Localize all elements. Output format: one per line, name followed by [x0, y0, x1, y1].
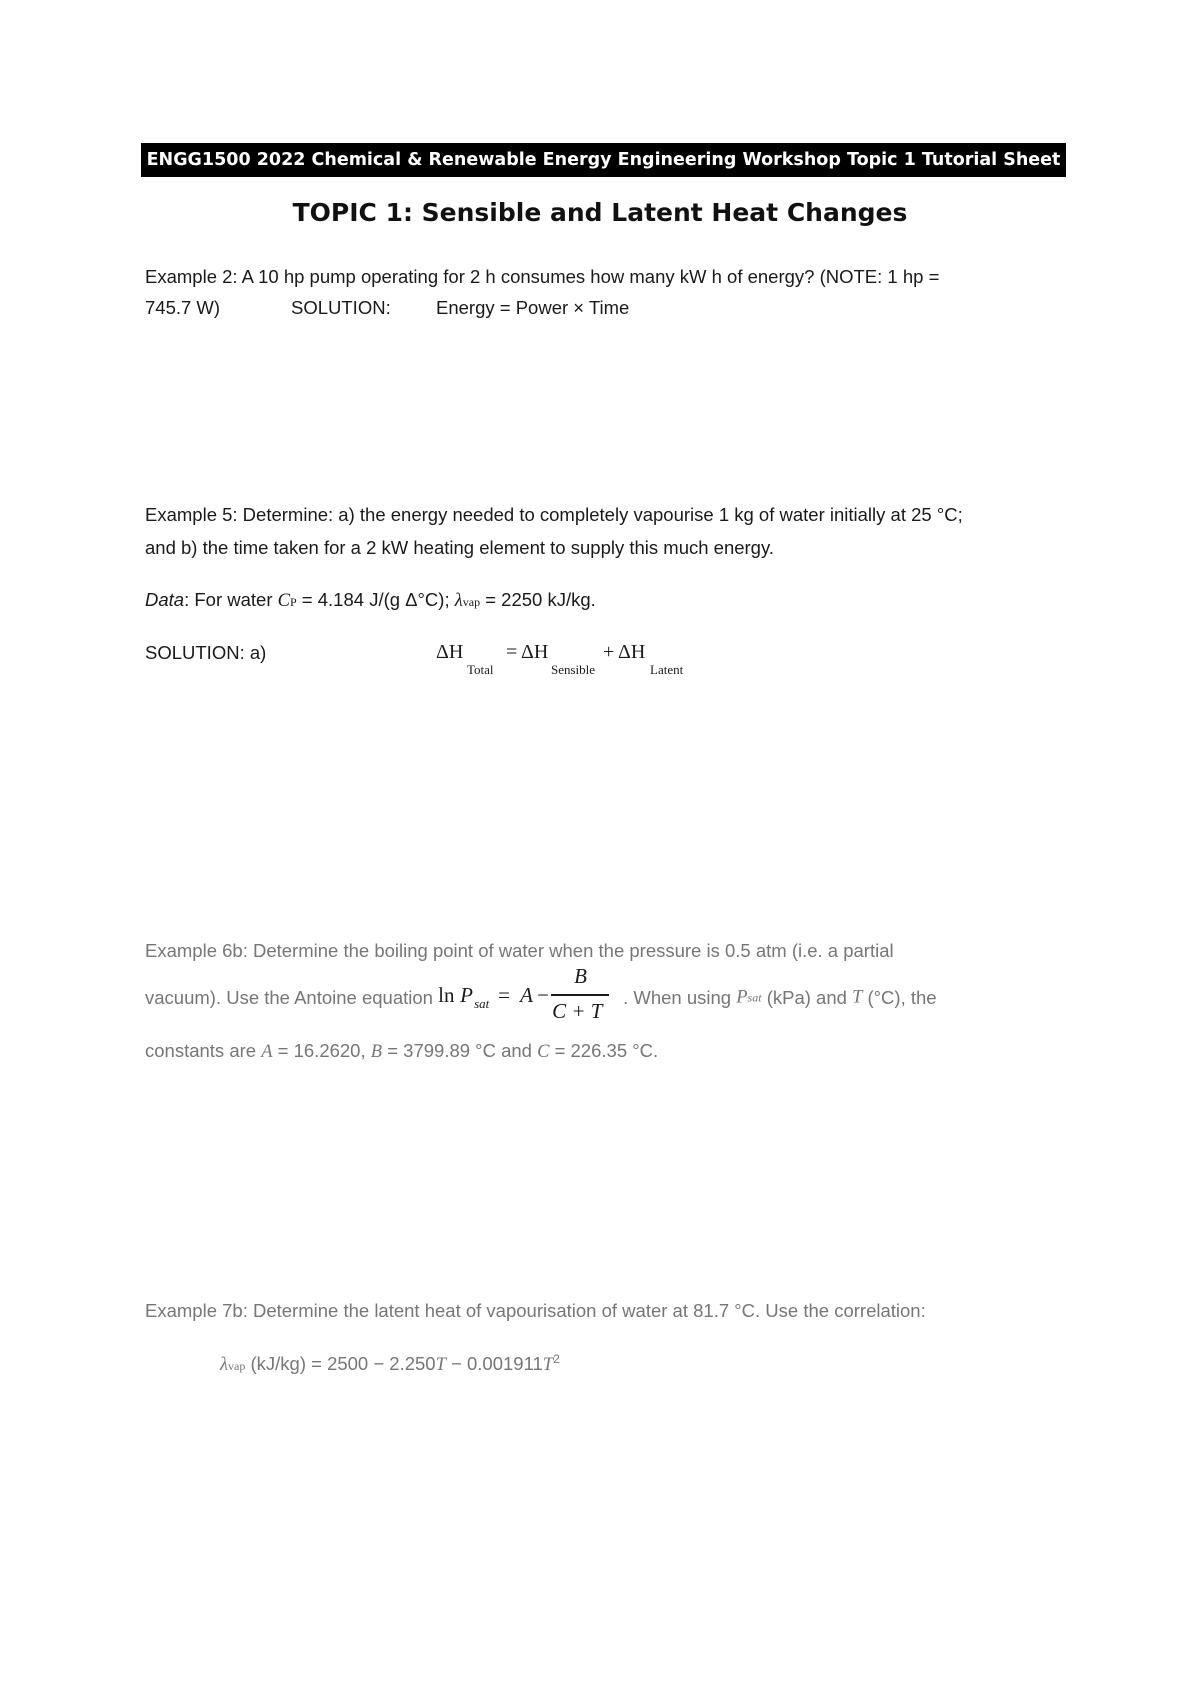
antoine-denominator: C + T — [552, 999, 603, 1023]
example2-label: Example 2 — [145, 266, 233, 287]
b-value: = 3799.89 °C and — [382, 1040, 538, 1061]
eq-equals: = — [506, 641, 518, 663]
c-value: = 226.35 °C. — [549, 1040, 659, 1061]
example6b-line1 — [145, 940, 894, 962]
example6b-line3 — [145, 1040, 658, 1063]
antoine-numerator: B — [574, 964, 587, 988]
lambda-symbol: λ — [454, 591, 463, 611]
example6b-text1: : Determine the boiling point of water when the pressure is 0.5 atm (i.e. a partial — [242, 940, 894, 961]
example2-line1 — [145, 266, 939, 288]
c-symbol: C — [537, 1042, 550, 1062]
cp-symbol: C — [277, 591, 290, 611]
header-bar — [141, 143, 1066, 177]
b-symbol: B — [370, 1042, 383, 1062]
example6b-text2-post3: (°C), the — [862, 987, 937, 1008]
cp-sub: P — [289, 595, 297, 609]
header-bar-text: ENGG1500 2022 Chemical & Renewable Energy Engineering Workshop Topic 1 Tutorial Sheet — [146, 150, 1061, 170]
antoine-p: P — [460, 983, 473, 1007]
antoine-p-sub: sat — [474, 996, 490, 1011]
corr-t1: T — [435, 1355, 446, 1376]
eq-total-sub: Total — [467, 662, 494, 677]
example6b-text2-pre: vacuum). Use the Antoine equation — [145, 987, 433, 1008]
antoine-ln: ln — [438, 983, 455, 1007]
t-symbol: T — [852, 987, 863, 1008]
eq-plus: + — [603, 641, 615, 663]
lambda-sub: vap — [462, 595, 481, 609]
eq-dh-latent: ΔH — [618, 641, 646, 663]
example2-solution-label: SOLUTION: — [291, 297, 391, 318]
page-title: TOPIC 1: Sensible and Latent Heat Changes — [292, 198, 908, 227]
example6b-text2-post2: (kPa) and — [761, 987, 853, 1008]
example2-solution-formula: Energy = Power × Time — [436, 297, 630, 318]
example2-note-value: 745.7 W) — [145, 297, 221, 318]
a-symbol: A — [261, 1042, 273, 1062]
example5-text2: and b) the time taken for a 2 kW heating element to supply this much energy. — [145, 537, 774, 558]
example5-line1 — [145, 504, 963, 526]
psat-symbol: P — [736, 987, 748, 1008]
example2-text: : A 10 hp pump operating for 2 h consumes how many kW h of energy? (NOTE: 1 hp = — [232, 266, 940, 287]
example6b-label: Example 6b — [145, 940, 243, 961]
eq-sensible-sub: Sensible — [551, 662, 596, 677]
example5-solution-label: SOLUTION: a) — [145, 642, 267, 663]
example7b-line1 — [145, 1300, 926, 1322]
corr-lambda: λ — [220, 1355, 229, 1376]
example5-text1: : Determine: a) the energy needed to completely vapourise 1 kg of water initially at 25 °C; — [232, 504, 963, 525]
example5-line2 — [145, 537, 774, 559]
corr-lambda-sub: vap — [228, 1359, 246, 1374]
antoine-equals: = — [498, 983, 510, 1007]
example6b-text3-pre: constants are — [145, 1040, 262, 1061]
antoine-equation — [438, 964, 623, 1026]
psat-sub: sat — [747, 990, 762, 1005]
example5-label: Example 5 — [145, 504, 233, 525]
antoine-a: A — [520, 983, 533, 1007]
example6b-line2 — [145, 964, 937, 1026]
eq-dh-total: ΔH — [436, 641, 464, 663]
corr-units: (kJ/kg) = 2500 − 2.250 — [245, 1353, 436, 1375]
example6b-text2-post1: . When using — [623, 987, 737, 1008]
example5-data-text2: = 4.184 J/(g Δ°C); — [296, 589, 455, 610]
example7b-correlation — [220, 1352, 560, 1376]
example7b-label: Example 7b — [145, 1300, 243, 1321]
corr-mid: − 0.001911 — [445, 1353, 543, 1375]
antoine-minus: − — [537, 983, 549, 1007]
a-value: = 16.2620, — [272, 1040, 371, 1061]
example2-line2 — [145, 297, 629, 319]
example5-data-text1: : For water — [184, 589, 278, 610]
example5-data-label: Data — [145, 589, 185, 610]
corr-t2-sup: 2 — [553, 1352, 560, 1366]
eq-dh-sensible: ΔH — [521, 641, 549, 663]
example5-data-line — [145, 589, 596, 612]
example7b-text1: : Determine the latent heat of vapourisation of water at 81.7 °C. Use the correlation: — [242, 1300, 926, 1321]
corr-t2: T — [542, 1355, 554, 1376]
eq-latent-sub: Latent — [650, 662, 684, 677]
example5-data-text3: = 2250 kJ/kg. — [480, 589, 596, 610]
antoine-fraction-bar — [551, 994, 609, 996]
